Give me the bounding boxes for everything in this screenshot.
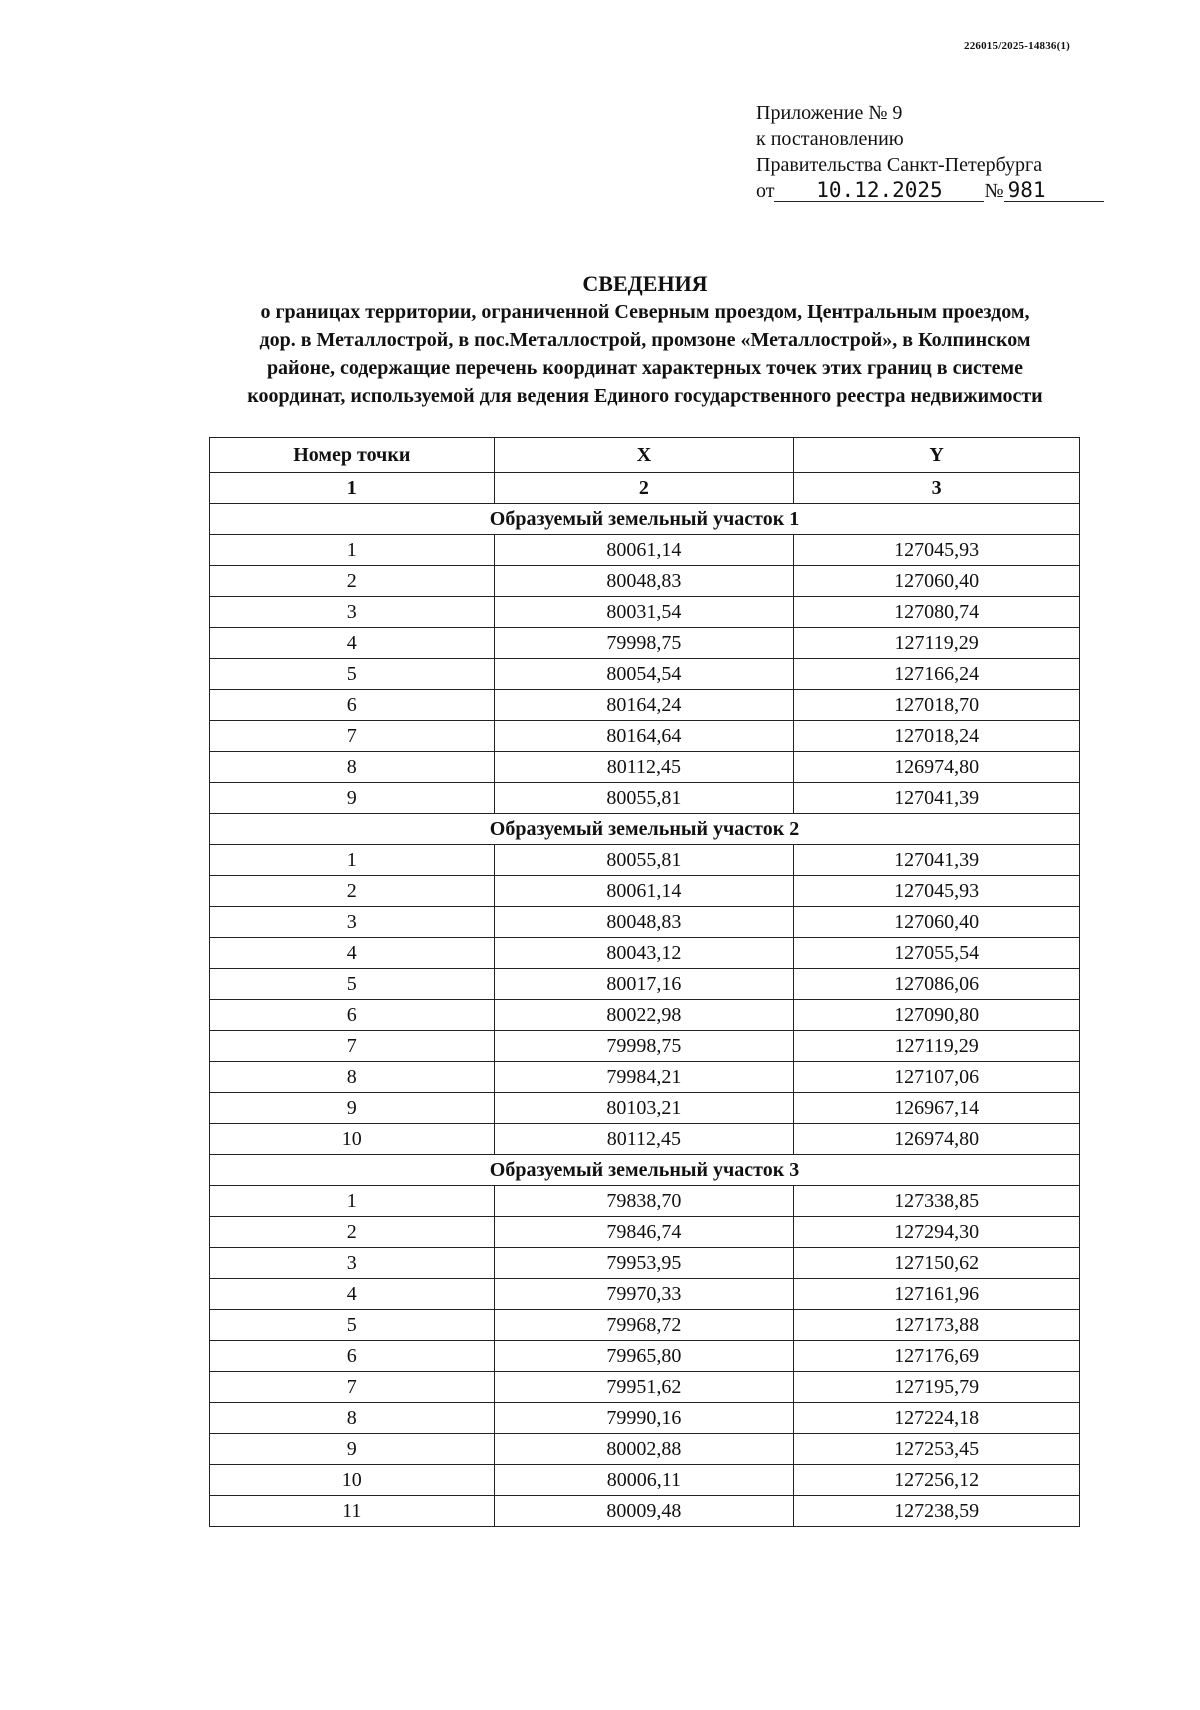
table-row xyxy=(210,752,1080,783)
x-coordinate-cell: 80055,81 xyxy=(494,783,794,814)
subtitle-line: дор. в Металлострой, в пос.Металлострой, промзоне «Металлострой», в Колпинском xyxy=(259,329,1031,351)
x-coordinate-cell: 80022,98 xyxy=(494,1000,794,1031)
table-row xyxy=(210,969,1080,1000)
y-coordinate-cell: 127253,45 xyxy=(794,1434,1080,1465)
table-row xyxy=(210,659,1080,690)
number-label: № xyxy=(984,180,1004,202)
x-coordinate-cell: 80002,88 xyxy=(494,1434,794,1465)
table-row xyxy=(210,535,1080,566)
table-row xyxy=(210,1000,1080,1031)
x-coordinate-cell: 80048,83 xyxy=(494,566,794,597)
y-coordinate-cell: 127119,29 xyxy=(794,628,1080,659)
table-row xyxy=(210,1186,1080,1217)
x-coordinate-cell: 80112,45 xyxy=(494,752,794,783)
table-header-row xyxy=(210,438,1080,473)
y-coordinate-cell: 127090,80 xyxy=(794,1000,1080,1031)
x-coordinate-cell: 80103,21 xyxy=(494,1093,794,1124)
y-coordinate-cell: 127238,59 xyxy=(794,1496,1080,1527)
x-coordinate-cell: 79838,70 xyxy=(494,1186,794,1217)
y-coordinate-cell: 127060,40 xyxy=(794,566,1080,597)
table-row xyxy=(210,1279,1080,1310)
y-coordinate-cell: 127041,39 xyxy=(794,845,1080,876)
column-number: 1 xyxy=(210,473,495,504)
y-coordinate-cell: 127060,40 xyxy=(794,907,1080,938)
point-number-cell: 7 xyxy=(210,1372,495,1403)
point-number-cell: 7 xyxy=(210,721,495,752)
y-coordinate-cell: 126967,14 xyxy=(794,1093,1080,1124)
table-row xyxy=(210,1093,1080,1124)
point-number-cell: 1 xyxy=(210,1186,495,1217)
x-coordinate-cell: 80164,24 xyxy=(494,690,794,721)
subtitle-line: координат, используемой для ведения Единого государственного реестра недвижимости xyxy=(247,385,1043,407)
point-number-cell: 5 xyxy=(210,659,495,690)
table-row xyxy=(210,1465,1080,1496)
point-number-cell: 4 xyxy=(210,1279,495,1310)
table-row xyxy=(210,1217,1080,1248)
y-coordinate-cell: 127166,24 xyxy=(794,659,1080,690)
table-row xyxy=(210,1403,1080,1434)
y-coordinate-cell: 127107,06 xyxy=(794,1062,1080,1093)
x-coordinate-cell: 80017,16 xyxy=(494,969,794,1000)
x-coordinate-cell: 79970,33 xyxy=(494,1279,794,1310)
table-row xyxy=(210,1248,1080,1279)
table-row xyxy=(210,1310,1080,1341)
x-coordinate-cell: 80054,54 xyxy=(494,659,794,690)
y-coordinate-cell: 127150,62 xyxy=(794,1248,1080,1279)
table-row xyxy=(210,690,1080,721)
point-number-cell: 10 xyxy=(210,1124,495,1155)
appendix-block xyxy=(756,100,1104,204)
point-number-cell: 9 xyxy=(210,1093,495,1124)
x-coordinate-cell: 79998,75 xyxy=(494,1031,794,1062)
decree-number: 981 xyxy=(1004,179,1104,202)
table-row xyxy=(210,566,1080,597)
section-title: Образуемый земельный участок 2 xyxy=(210,814,1080,845)
point-number-cell: 11 xyxy=(210,1496,495,1527)
x-coordinate-cell: 80048,83 xyxy=(494,907,794,938)
x-coordinate-cell: 79951,62 xyxy=(494,1372,794,1403)
table-row xyxy=(210,876,1080,907)
table-row xyxy=(210,1124,1080,1155)
y-coordinate-cell: 127224,18 xyxy=(794,1403,1080,1434)
y-coordinate-cell: 127176,69 xyxy=(794,1341,1080,1372)
title-block xyxy=(150,270,1140,410)
point-number-cell: 1 xyxy=(210,535,495,566)
section-title: Образуемый земельный участок 1 xyxy=(210,504,1080,535)
appendix-date-row xyxy=(756,178,1104,204)
column-number: 3 xyxy=(794,473,1080,504)
x-coordinate-cell: 80031,54 xyxy=(494,597,794,628)
y-coordinate-cell: 127045,93 xyxy=(794,535,1080,566)
x-coordinate-cell: 79998,75 xyxy=(494,628,794,659)
table-row xyxy=(210,938,1080,969)
table-body xyxy=(210,473,1080,1527)
point-number-cell: 4 xyxy=(210,628,495,659)
point-number-cell: 4 xyxy=(210,938,495,969)
subtitle-line: о границах территории, ограниченной Северным проездом, Центральным проездом, xyxy=(260,301,1030,323)
point-number-cell: 6 xyxy=(210,690,495,721)
x-coordinate-cell: 79990,16 xyxy=(494,1403,794,1434)
point-number-cell: 6 xyxy=(210,1341,495,1372)
y-coordinate-cell: 127041,39 xyxy=(794,783,1080,814)
table-row xyxy=(210,1496,1080,1527)
y-coordinate-cell: 127338,85 xyxy=(794,1186,1080,1217)
section-row xyxy=(210,814,1080,845)
y-coordinate-cell: 127256,12 xyxy=(794,1465,1080,1496)
column-number: 2 xyxy=(494,473,794,504)
column-header-y: Y xyxy=(794,438,1080,473)
point-number-cell: 8 xyxy=(210,1062,495,1093)
x-coordinate-cell: 80112,45 xyxy=(494,1124,794,1155)
decree-date: 10.12.2025 xyxy=(774,179,984,202)
table-row xyxy=(210,845,1080,876)
table-row xyxy=(210,783,1080,814)
x-coordinate-cell: 80006,11 xyxy=(494,1465,794,1496)
x-coordinate-cell: 79953,95 xyxy=(494,1248,794,1279)
from-label: от xyxy=(756,180,775,202)
column-number-row xyxy=(210,473,1080,504)
y-coordinate-cell: 127173,88 xyxy=(794,1310,1080,1341)
table-row xyxy=(210,1341,1080,1372)
document-id: 226015/2025-14836(1) xyxy=(964,40,1071,52)
table-row xyxy=(210,1434,1080,1465)
point-number-cell: 2 xyxy=(210,1217,495,1248)
y-coordinate-cell: 127045,93 xyxy=(794,876,1080,907)
appendix-line-2: к постановлению xyxy=(756,128,904,150)
point-number-cell: 9 xyxy=(210,783,495,814)
y-coordinate-cell: 127055,54 xyxy=(794,938,1080,969)
point-number-cell: 10 xyxy=(210,1465,495,1496)
section-row xyxy=(210,1155,1080,1186)
x-coordinate-cell: 79846,74 xyxy=(494,1217,794,1248)
section-title: Образуемый земельный участок 3 xyxy=(210,1155,1080,1186)
x-coordinate-cell: 79965,80 xyxy=(494,1341,794,1372)
table-row xyxy=(210,1062,1080,1093)
y-coordinate-cell: 127080,74 xyxy=(794,597,1080,628)
column-header-point: Номер точки xyxy=(210,438,495,473)
x-coordinate-cell: 80061,14 xyxy=(494,535,794,566)
column-header-x: X xyxy=(494,438,794,473)
x-coordinate-cell: 80055,81 xyxy=(494,845,794,876)
point-number-cell: 3 xyxy=(210,907,495,938)
y-coordinate-cell: 127018,24 xyxy=(794,721,1080,752)
point-number-cell: 7 xyxy=(210,1031,495,1062)
table-row xyxy=(210,1031,1080,1062)
section-row xyxy=(210,504,1080,535)
y-coordinate-cell: 127161,96 xyxy=(794,1279,1080,1310)
point-number-cell: 2 xyxy=(210,566,495,597)
appendix-line-3: Правительства Санкт-Петербурга xyxy=(756,154,1043,176)
point-number-cell: 8 xyxy=(210,752,495,783)
point-number-cell: 6 xyxy=(210,1000,495,1031)
table-row xyxy=(210,597,1080,628)
point-number-cell: 8 xyxy=(210,1403,495,1434)
document-title: СВЕДЕНИЯ xyxy=(582,271,708,296)
point-number-cell: 3 xyxy=(210,1248,495,1279)
point-number-cell: 1 xyxy=(210,845,495,876)
table-row xyxy=(210,907,1080,938)
table-row xyxy=(210,721,1080,752)
y-coordinate-cell: 127195,79 xyxy=(794,1372,1080,1403)
y-coordinate-cell: 126974,80 xyxy=(794,752,1080,783)
point-number-cell: 9 xyxy=(210,1434,495,1465)
y-coordinate-cell: 127086,06 xyxy=(794,969,1080,1000)
table-row xyxy=(210,1372,1080,1403)
x-coordinate-cell: 79984,21 xyxy=(494,1062,794,1093)
y-coordinate-cell: 127119,29 xyxy=(794,1031,1080,1062)
y-coordinate-cell: 126974,80 xyxy=(794,1124,1080,1155)
x-coordinate-cell: 79968,72 xyxy=(494,1310,794,1341)
point-number-cell: 5 xyxy=(210,1310,495,1341)
table-row xyxy=(210,628,1080,659)
point-number-cell: 5 xyxy=(210,969,495,1000)
subtitle-line: районе, содержащие перечень координат характерных точек этих границ в системе xyxy=(266,357,1024,379)
point-number-cell: 3 xyxy=(210,597,495,628)
x-coordinate-cell: 80043,12 xyxy=(494,938,794,969)
y-coordinate-cell: 127018,70 xyxy=(794,690,1080,721)
x-coordinate-cell: 80164,64 xyxy=(494,721,794,752)
point-number-cell: 2 xyxy=(210,876,495,907)
x-coordinate-cell: 80009,48 xyxy=(494,1496,794,1527)
coordinates-table xyxy=(209,437,1080,1527)
y-coordinate-cell: 127294,30 xyxy=(794,1217,1080,1248)
appendix-line-1: Приложение № 9 xyxy=(756,102,903,124)
x-coordinate-cell: 80061,14 xyxy=(494,876,794,907)
